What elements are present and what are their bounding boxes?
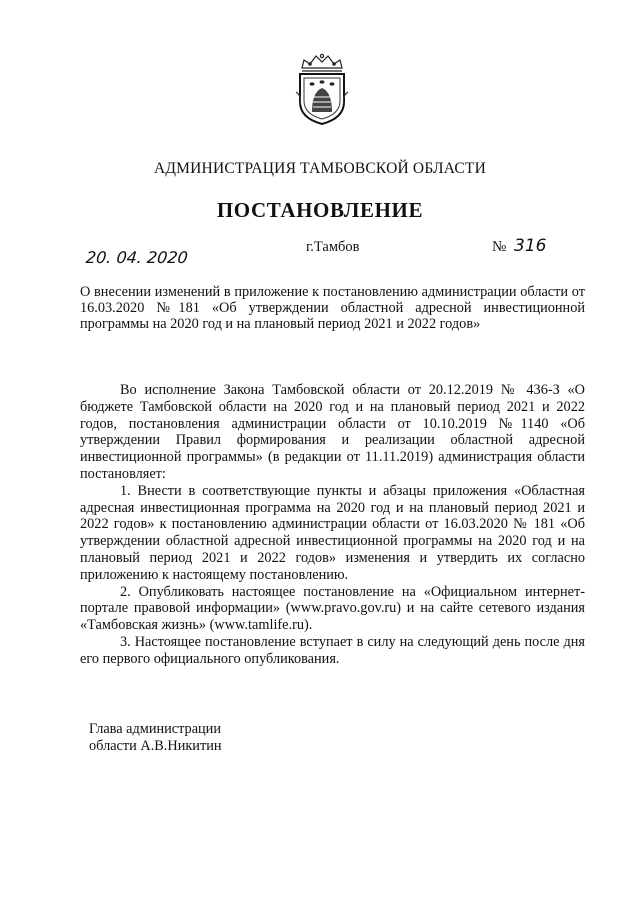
signature-block <box>89 721 222 754</box>
document-city: г.Тамбов <box>306 239 360 255</box>
organization-name: АДМИНИСТРАЦИЯ ТАМБОВСКОЙ ОБЛАСТИ <box>154 160 486 177</box>
clause-2-paragraph: 2. Опубликовать настоящее постановление на «Официальном интернет-портале правовой информации» (www.pravo.gov.ru) и на сайте сетевого издания «Тамбовская жизнь» (www.tamlife.ru). <box>80 583 585 634</box>
signature-title: Глава администрации <box>89 721 221 737</box>
preamble-paragraph: Во исполнение Закона Тамбовской области от 20.12.2019 № 436-З «О бюджете Тамбовской области на 2020 год и на плановый период 2021 и 2022 годов, постановления администрации области от 10.10.2019 №1140 «Об утверждении Правил формирования и реализации областной адресной инвестиционной программы» (в редакции от 11.11.2019) администрация области постановляет: <box>80 382 585 482</box>
clause-1-paragraph: 1. Внести в соответствующие пункты и абзацы приложения «Областная адресная инвестиционная программа на 2020 год и на плановый период 2021 и 2022 годов» к постановлению администрации области от 16.03.2020 № 181 «Об утверждении областной адресной инвестиционной программы на 2020 год и на плановый период 2021 и 2022 годов» изменения и утвердить их согласно приложению к настоящему постановлению. <box>80 482 585 583</box>
document-title: ПОСТАНОВЛЕНИЕ <box>216 198 424 222</box>
document-number-label: № <box>492 239 507 255</box>
document-number: 316 <box>514 236 547 256</box>
signature-name: области А.В.Никитин <box>89 737 222 754</box>
document-body <box>80 382 585 668</box>
coat-of-arms-icon <box>294 52 350 126</box>
clause-3-paragraph: 3. Настоящее постановление вступает в силу на следующий день после дня его первого официального опубликования. <box>80 633 585 667</box>
document-subject: О внесении изменений в приложение к постановлению администрации области от 16.03.2020 №181 «Об утверждении областной адресной инвестиционной программы на 2020 год и на плановый период 2021 и 2022 годов» <box>80 284 585 333</box>
document-date: 20. 04. 2020 <box>85 248 189 267</box>
